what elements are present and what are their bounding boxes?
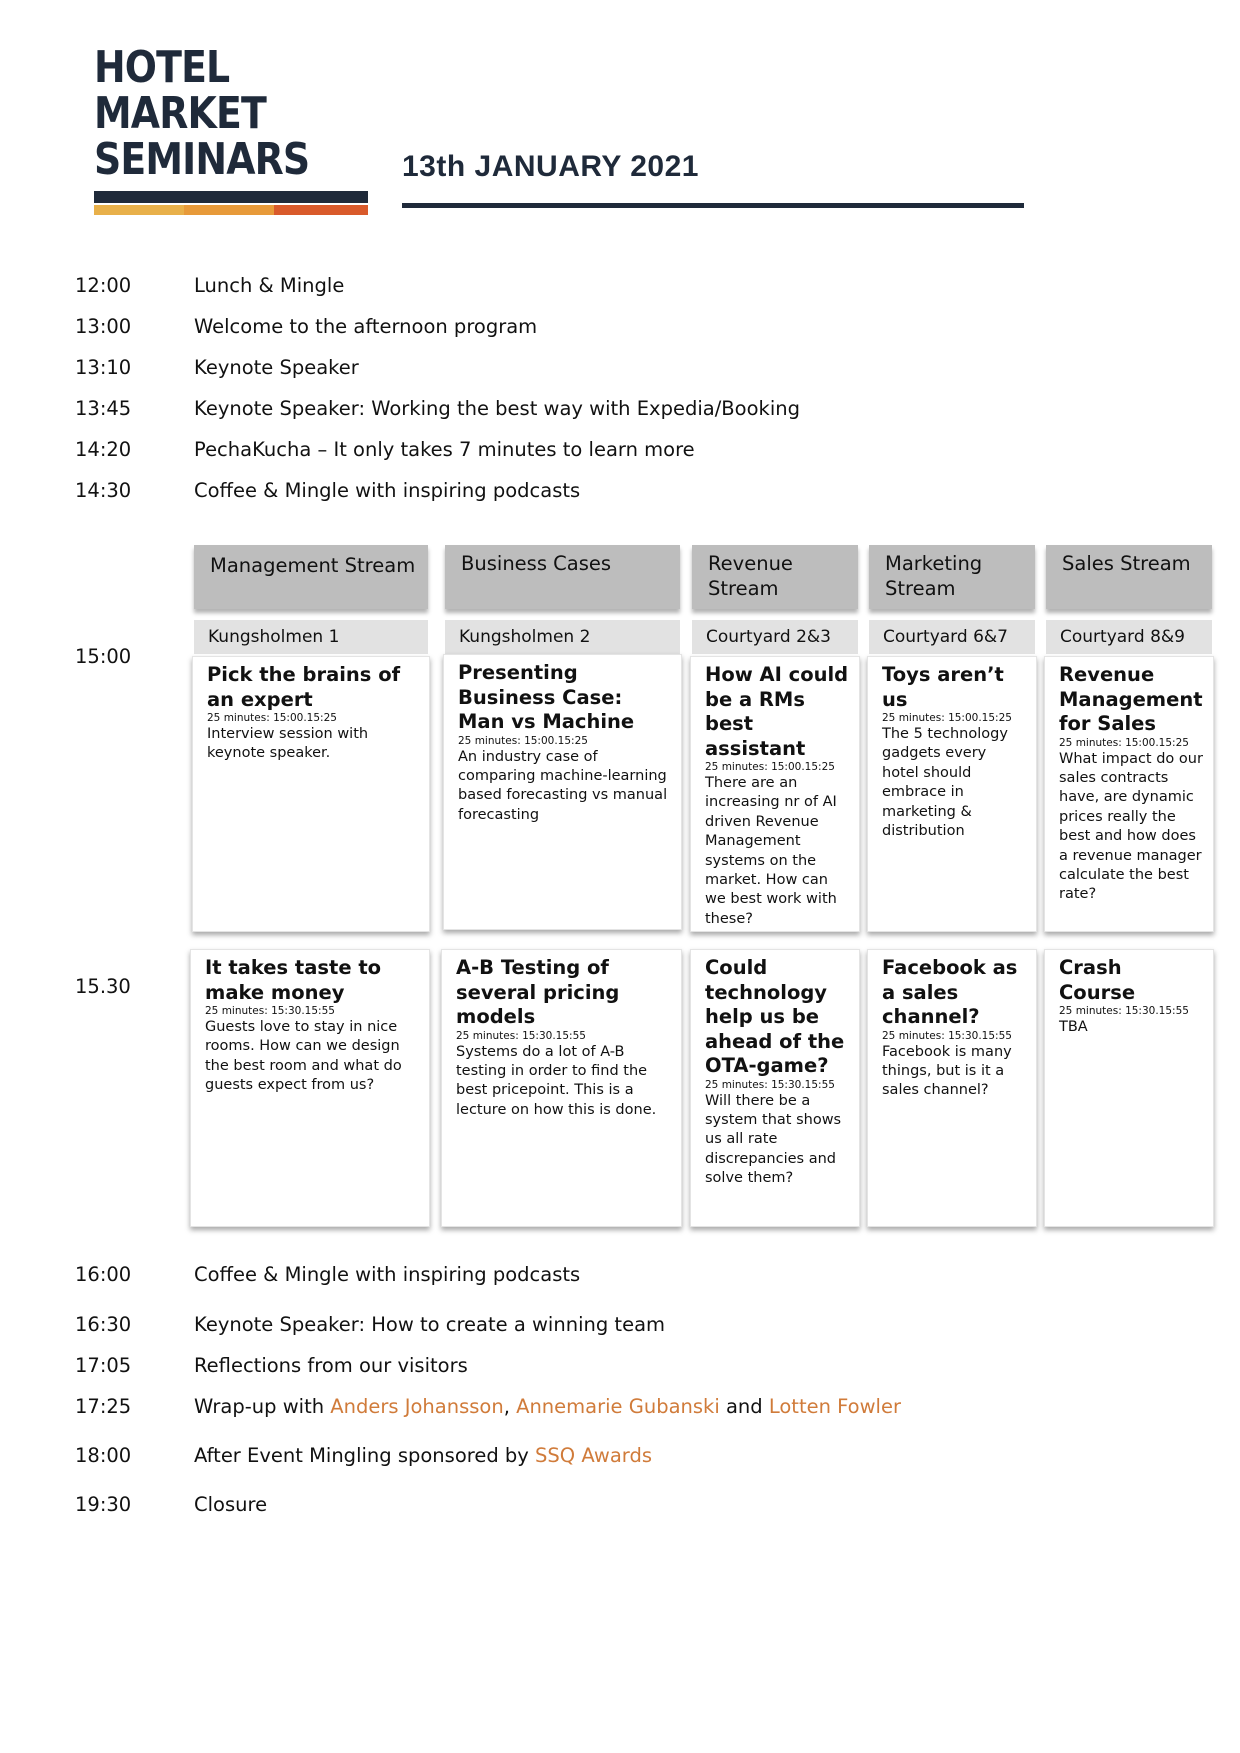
schedule-desc: Coffee & Mingle with inspiring podcasts (194, 479, 581, 502)
schedule-time: 13:45 (75, 397, 132, 420)
schedule-time: 13:10 (75, 356, 132, 379)
session-title: Could technology help us be ahead of the OTA-game? (705, 956, 845, 1077)
date-underline (402, 203, 1024, 208)
stream-header-revenue: Revenue Stream (692, 545, 858, 609)
session-duration: 25 minutes: 15:00.15:25 (458, 734, 588, 747)
stream-header-sales: Sales Stream (1046, 545, 1212, 609)
separator: and (719, 1395, 769, 1418)
logo-bar-yellow (94, 205, 184, 215)
session-duration: 25 minutes: 15:30.15:55 (1059, 1005, 1189, 1017)
session-card[interactable] (690, 949, 860, 1227)
session-title: Facebook as a sales channel? (882, 956, 1018, 1028)
event-date: 13th JANUARY 2021 (402, 150, 699, 183)
session-title: A-B Testing of several pricing models (456, 956, 620, 1028)
logo-line-market: MARKET (94, 88, 266, 139)
session-card[interactable] (690, 656, 860, 932)
room-label: Kungsholmen 2 (445, 620, 680, 654)
session-title: Pick the brains of an expert (207, 663, 401, 711)
schedule-desc: Keynote Speaker: How to create a winning team (194, 1313, 666, 1336)
schedule-desc (194, 1395, 901, 1418)
session-card[interactable] (192, 656, 430, 932)
session-card[interactable] (867, 949, 1037, 1227)
room-label: Courtyard 6&7 (869, 620, 1035, 654)
session-title: How AI could be a RMs best assistant (705, 663, 849, 760)
session-description: What impact do our sales contracts have, are dynamic prices really the best and how does a revenue manager calculate the best rate? (1059, 750, 1203, 903)
session-duration: 25 minutes: 15:00.15:25 (207, 712, 337, 724)
separator: , (503, 1395, 517, 1418)
session-title: Presenting Business Case: Man vs Machine (458, 661, 635, 733)
session-duration: 25 minutes: 15:00.15:25 (1059, 736, 1189, 749)
slot-time-1530: 15.30 (75, 975, 131, 998)
logo-bar-red (274, 205, 368, 215)
session-card[interactable] (1044, 656, 1214, 932)
session-duration: 25 minutes: 15:30.15:55 (205, 1005, 335, 1017)
session-duration: 25 minutes: 15:00.15:25 (705, 761, 835, 773)
session-duration: 25 minutes: 15:30.15:55 (882, 1029, 1012, 1042)
schedule-time: 14:30 (75, 479, 132, 502)
speaker-link-annemarie-gubanski[interactable]: Annemarie Gubanski (516, 1395, 720, 1418)
schedule-desc: Welcome to the afternoon program (194, 315, 538, 338)
logo-line-seminars: SEMINARS (94, 134, 310, 185)
schedule-time: 14:20 (75, 438, 132, 461)
session-description: The 5 technology gadgets every hotel should embrace in marketing & distribution (882, 726, 1008, 840)
session-description: An industry case of comparing machine-learning based forecasting vs manual forecasting (458, 748, 668, 823)
schedule-time: 19:30 (75, 1493, 132, 1516)
logo-color-bars (94, 205, 368, 215)
wrapup-prefix: Wrap-up with (194, 1395, 331, 1418)
session-description: Guests love to stay in nice rooms. How can we design the best room and what do guests expect from us? (205, 1019, 402, 1094)
session-card[interactable] (1044, 949, 1214, 1227)
session-duration: 25 minutes: 15:00.15:25 (882, 712, 1012, 724)
session-title: Revenue Management for Sales (1059, 663, 1203, 735)
session-title: It takes taste to make money (205, 956, 382, 1004)
schedule-desc: Lunch & Mingle (194, 274, 345, 297)
schedule-desc: PechaKucha – It only takes 7 minutes to learn more (194, 438, 695, 461)
sponsor-prefix: After Event Mingling sponsored by (194, 1444, 536, 1467)
stream-header-management: Management Stream (194, 545, 428, 609)
schedule-time: 13:00 (75, 315, 132, 338)
schedule-time: 16:30 (75, 1313, 132, 1336)
schedule-time: 17:05 (75, 1354, 132, 1377)
logo-line-hotel: HOTEL (94, 42, 230, 93)
speaker-link-anders-johansson[interactable]: Anders Johansson (330, 1395, 504, 1418)
schedule-time: 17:25 (75, 1395, 132, 1418)
logo-navy-bar (94, 191, 368, 203)
stream-header-marketing: Marketing Stream (869, 545, 1035, 609)
session-card[interactable] (867, 656, 1037, 932)
schedule-desc: Reflections from our visitors (194, 1354, 468, 1377)
speaker-link-lotten-fowler[interactable]: Lotten Fowler (768, 1395, 901, 1418)
logo (94, 42, 368, 185)
schedule-desc: Closure (194, 1493, 268, 1516)
room-label: Courtyard 8&9 (1046, 620, 1212, 654)
schedule-desc: Keynote Speaker (194, 356, 359, 379)
session-description: TBA (1059, 1019, 1088, 1035)
sponsor-link-ssq-awards[interactable]: SSQ Awards (535, 1444, 652, 1467)
schedule-time: 16:00 (75, 1263, 132, 1286)
session-description: Will there be a system that shows us all rate discrepancies and solve them? (705, 1092, 842, 1187)
room-label: Courtyard 2&3 (692, 620, 858, 654)
session-description: Systems do a lot of A-B testing in order to find the best pricepoint. This is a lecture on how this is done. (456, 1043, 657, 1118)
schedule-time: 12:00 (75, 274, 132, 297)
session-card[interactable] (443, 654, 682, 930)
session-description: Interview session with keynote speaker. (207, 726, 369, 762)
session-title: Crash Course (1059, 956, 1136, 1004)
stream-header-business-cases: Business Cases (445, 545, 680, 609)
session-card[interactable] (190, 949, 430, 1227)
logo-bar-orange (184, 205, 274, 215)
session-description: Facebook is many things, but is it a sales channel? (882, 1043, 1012, 1099)
schedule-desc (194, 1444, 652, 1467)
session-description: There are an increasing nr of AI driven Revenue Management systems on the market. How can we best work with these? (705, 775, 837, 927)
slot-time-1500: 15:00 (75, 645, 132, 668)
session-card[interactable] (441, 949, 682, 1227)
schedule-desc: Keynote Speaker: Working the best way with Expedia/Booking (194, 397, 800, 420)
session-duration: 25 minutes: 15:30.15:55 (456, 1029, 586, 1042)
room-label: Kungsholmen 1 (194, 620, 428, 654)
schedule-desc: Coffee & Mingle with inspiring podcasts (194, 1263, 581, 1286)
session-title: Toys aren’t us (882, 663, 1004, 711)
session-duration: 25 minutes: 15:30.15:55 (705, 1078, 835, 1091)
schedule-time: 18:00 (75, 1444, 132, 1467)
